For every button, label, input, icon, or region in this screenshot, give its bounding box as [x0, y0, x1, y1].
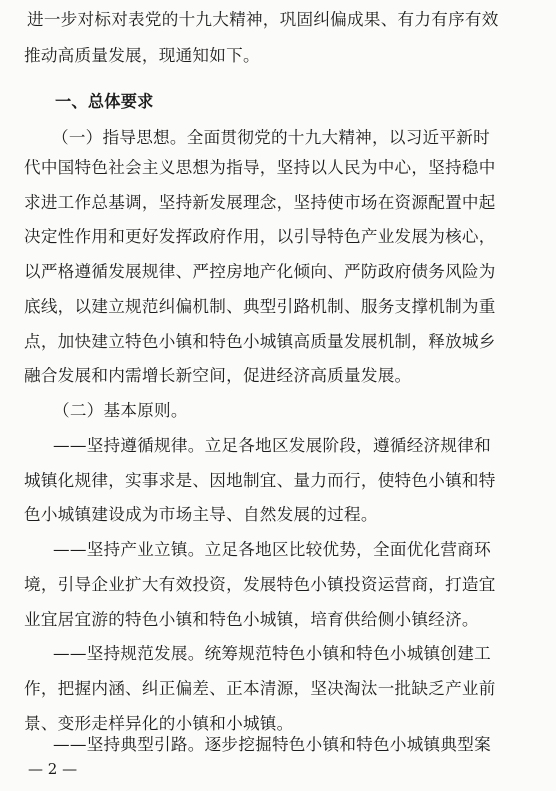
guiding-line-8: 融合发展和内需增长新空间，促进经济高质量发展。 [24, 366, 412, 385]
principle-line-1: ——坚持遵循规律。立足各地区发展阶段，遵循经济规律和 [53, 436, 491, 455]
guiding-line-3: 求进工作总基调，坚持新发展理念，坚持使市场在资源配置中起 [24, 193, 496, 212]
principle-line-9: 景、变形走样异化的小镇和小城镇。 [24, 714, 294, 733]
principle-line-5: 境，引导企业扩大有效投资，发展特色小镇投资运营商，打造宜 [24, 575, 496, 594]
principle-line-6: 业宜居宜游的特色小镇和特色小城镇，培育供给侧小镇经济。 [24, 610, 479, 629]
intro-line-2: 推动高质量发展，现通知如下。 [24, 46, 260, 65]
guiding-line-2: 代中国特色社会主义思想为指导，坚持以人民为中心，坚持稳中 [24, 158, 496, 177]
page-number: — 2 — [28, 760, 78, 778]
basic-principles-heading: （二）基本原则。 [53, 401, 188, 420]
principle-line-2: 城镇化规律，实事求是、因地制宜、量力而行，使特色小镇和特 [24, 471, 496, 490]
principle-line-10: ——坚持典型引路。逐步挖掘特色小镇和特色小城镇典型案 [53, 735, 491, 754]
principle-line-8: 作，把握内涵、纠正偏差、正本清源，坚决淘汰一批缺乏产业前 [24, 679, 496, 698]
guiding-line-1: （一）指导思想。全面贯彻党的十九大精神，以习近平新时 [52, 128, 490, 147]
guiding-line-7: 点，加快建立特色小镇和特色小城镇高质量发展机制，释放城乡 [24, 332, 496, 351]
principle-line-7: ——坚持规范发展。统筹规范特色小镇和特色小城镇创建工 [53, 644, 491, 663]
intro-line-1: 进一步对标对表党的十九大精神，巩固纠偏成果、有力有序有效 [27, 10, 499, 29]
guiding-line-6: 底线，以建立规范纠偏机制、典型引路机制、服务支撑机制为重 [24, 297, 496, 316]
section-heading-general-requirements: 一、总体要求 [55, 92, 154, 111]
principle-line-3: 色小城镇建设成为市场主导、自然发展的过程。 [24, 505, 378, 524]
principle-line-4: ——坚持产业立镇。立足各地区比较优势，全面优化营商环 [53, 540, 491, 559]
guiding-line-4: 决定性作用和更好发挥政府作用，以引导特色产业发展为核心， [24, 227, 496, 246]
guiding-line-5: 以严格遵循发展规律、严控房地产化倾向、严防政府债务风险为 [24, 262, 496, 281]
